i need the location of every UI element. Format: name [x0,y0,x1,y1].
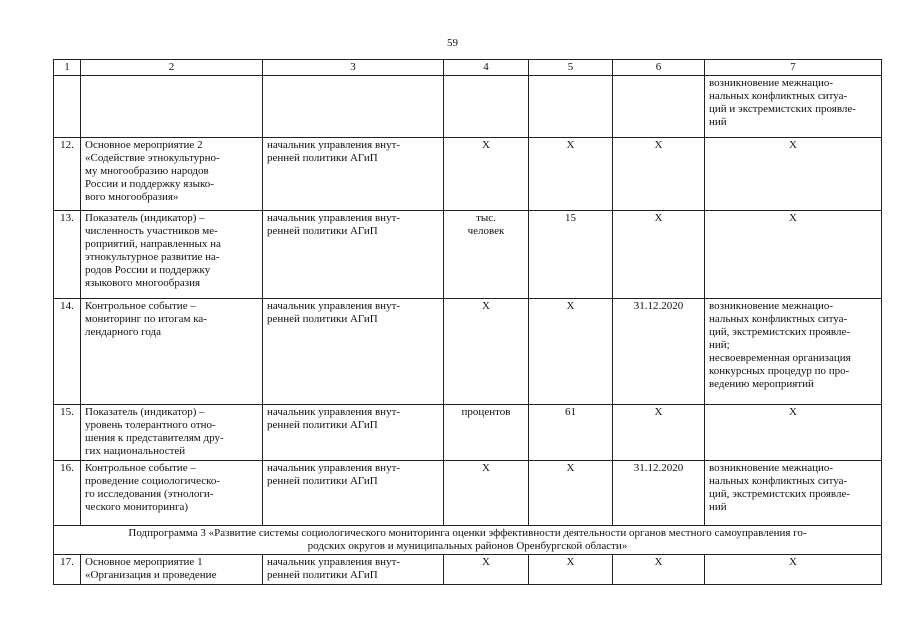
value: Х [529,555,613,585]
value: Х [529,138,613,211]
value: Х [529,461,613,526]
activity-name: Показатель (индикатор) – численность участников ме- роприятий, направленных на этнокультурное развитие на- родов России и поддержку языкового многообразия [81,211,263,299]
column-header: 6 [613,60,705,76]
row-number: 16. [54,461,81,526]
table-row [54,555,882,585]
continuation-row [54,76,882,138]
column-header: 4 [444,60,529,76]
activity-name: Показатель (индикатор) – уровень толерантного отно- шения к представителям дру- гих национальностей [81,405,263,461]
table-row [54,405,882,461]
row-number: 12. [54,138,81,211]
plan-table [53,59,882,585]
row-number: 15. [54,405,81,461]
date: Х [613,211,705,299]
responsible: начальник управления внут- ренней политики АГиП [263,405,444,461]
responsible: начальник управления внут- ренней политики АГиП [263,138,444,211]
date: Х [613,138,705,211]
value: 15 [529,211,613,299]
risks-cell: Х [705,405,882,461]
value: 61 [529,405,613,461]
date: 31.12.2020 [613,461,705,526]
responsible: начальник управления внут- ренней политики АГиП [263,299,444,405]
activity-name: Основное мероприятие 2 «Содействие этнокультурно- му многообразию народов России и поддержку языко- вого многообразия» [81,138,263,211]
risks-cell: Х [705,138,882,211]
date: Х [613,555,705,585]
date: Х [613,405,705,461]
risks-cell: Х [705,211,882,299]
table-row [54,299,882,405]
subprogram-row [54,526,882,555]
table-row [54,138,882,211]
risks-cell: возникновение межнацио- нальных конфликтных ситуа- ций, экстремистских проявле- ний; несвоевременная организация конкурсных процедур по про- ведению мероприятий [705,299,882,405]
risks-cell: возникновение межнацио- нальных конфликтных ситуа- ций, экстремистских проявле- ний [705,461,882,526]
activity-name: Основное мероприятие 1 «Организация и проведение [81,555,263,585]
row-number: 17. [54,555,81,585]
activity-name: Контрольное событие – проведение социологическо- го исследования (этнологи- ческого мониторинга) [81,461,263,526]
unit: Х [444,555,529,585]
unit: тыс. человек [444,211,529,299]
responsible: начальник управления внут- ренней политики АГиП [263,461,444,526]
row-number: 14. [54,299,81,405]
unit: Х [444,138,529,211]
column-header: 7 [705,60,882,76]
risks-cell: возникновение межнацио- нальных конфликтных ситуа- ций и экстремистских проявле- ний [705,76,882,138]
unit: Х [444,299,529,405]
column-header: 2 [81,60,263,76]
value: Х [529,299,613,405]
table-row [54,211,882,299]
responsible: начальник управления внут- ренней политики АГиП [263,211,444,299]
table-row [54,461,882,526]
unit: Х [444,461,529,526]
column-header: 5 [529,60,613,76]
date: 31.12.2020 [613,299,705,405]
responsible: начальник управления внут- ренней политики АГиП [263,555,444,585]
risks-cell: Х [705,555,882,585]
unit: процентов [444,405,529,461]
subprogram-title: Подпрограмма 3 «Развитие системы социологического мониторинга оценки эффективности деятельности органов местного самоуправления го- родских округов и муниципальных районов Оренбургской области» [54,526,882,555]
column-number-row [54,60,882,76]
page-number: 59 [447,37,458,49]
row-number: 13. [54,211,81,299]
column-header: 3 [263,60,444,76]
activity-name: Контрольное событие – мониторинг по итогам ка- лендарного года [81,299,263,405]
column-header: 1 [54,60,81,76]
